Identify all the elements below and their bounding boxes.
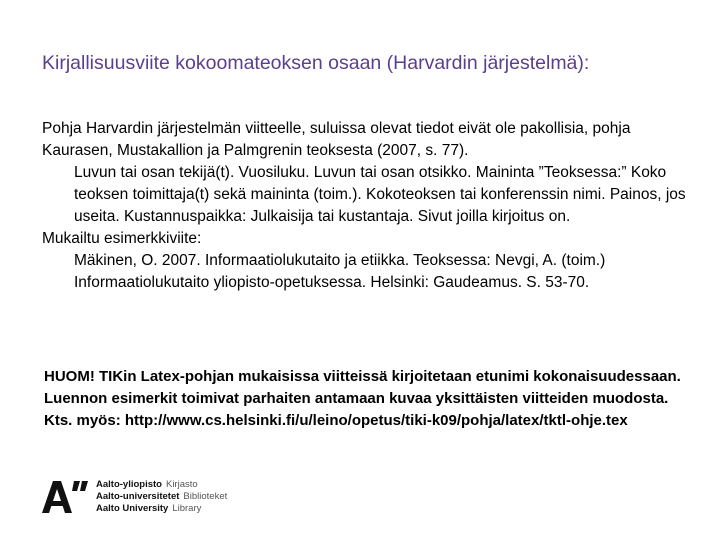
aalto-library-logo: [40, 477, 300, 517]
note-text: HUOM! TIKin Latex-pohjan mukaisissa viitteissä kirjoitetaan etunimi kokonaisuudessaan. Luennon esimerkit toimivat parhaiten antamaan kuvaa yksittäisten viitteiden muodosta. Kts. myös: http://www.cs.helsinki.fi/u/leino/opetus/tiki-k09/pohja/latex/tktl-ohje.tex: [44, 368, 681, 429]
aalto-logo-icon: [40, 479, 90, 515]
note-block: [44, 366, 684, 432]
example-label: Mukailtu esimerkkiviite:: [42, 230, 202, 247]
example-reference: Mäkinen, O. 2007. Informaatiolukutaito ja etiikka. Teoksessa: Nevgi, A. (toim.) Informaatiolukutaito yliopisto-opetuksessa. Helsinki: Gaudeamus. S. 53-70.: [74, 252, 606, 291]
logo-line-1: Aalto-yliopisto: [96, 479, 162, 490]
intro-paragraph: Pohja Harvardin järjestelmän viitteelle, suluissa olevat tiedot eivät ole pakollisia, pohja Kaurasen, Mustakallion ja Palmgrenin teoksesta (2007, s. 77).: [42, 120, 631, 159]
body-content: [42, 118, 692, 294]
logo-line-2-sub: Biblioteket: [183, 491, 228, 502]
logo-line-3-sub: Library: [172, 503, 202, 514]
reference-template: Luvun tai osan tekijä(t). Vuosiluku. Luvun tai osan otsikko. Maininta ”Teoksessa:” Koko teoksen toimittaja(t) sekä maininta (toim.). Kokoteoksen tai konferenssin nimi. Painos, jos useita. Kustannuspaikka: Julkaisija tai kustantaja. Sivut joilla kirjoitus on.: [74, 164, 686, 225]
logo-line-2: Aalto-universitetet: [96, 491, 180, 502]
logo-line-3: Aalto University: [96, 503, 169, 514]
logo-line-1-sub: Kirjasto: [165, 479, 198, 490]
logo-text: [96, 479, 227, 515]
slide-title: Kirjallisuusviite kokoomateoksen osaan (Harvardin järjestelmä):: [42, 52, 590, 74]
